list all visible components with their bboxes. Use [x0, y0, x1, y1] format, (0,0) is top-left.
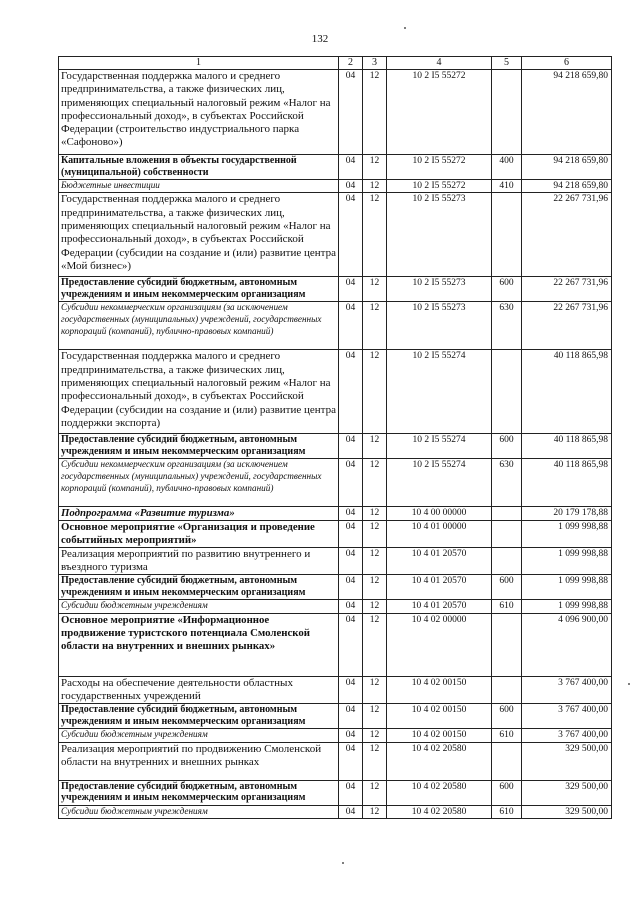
target-article-cell: 10 4 02 20580 [387, 742, 492, 780]
table-row [59, 459, 612, 507]
table-row [59, 600, 612, 613]
section-code-cell: 04 [339, 805, 363, 818]
section-code-cell: 04 [339, 547, 363, 575]
subsection-code-cell: 12 [363, 459, 387, 507]
section-code-cell: 04 [339, 575, 363, 600]
table-row [59, 613, 612, 676]
amount-cell: 1 099 998,88 [522, 575, 612, 600]
target-article-cell: 10 4 01 20570 [387, 547, 492, 575]
amount-cell: 329 500,00 [522, 742, 612, 780]
expense-type-cell: 610 [492, 729, 522, 742]
expense-type-cell [492, 613, 522, 676]
subsection-code-cell: 12 [363, 575, 387, 600]
expense-type-cell [492, 350, 522, 434]
amount-cell: 3 767 400,00 [522, 729, 612, 742]
target-article-cell: 10 2 I5 55274 [387, 459, 492, 507]
row-name-cell: Основное мероприятие «Информационное продвижение туристского потенциала Смоленской области на внутренних и внешних рынках» [59, 613, 339, 676]
amount-cell: 94 218 659,80 [522, 180, 612, 193]
row-name-cell: Субсидии бюджетным учреждениям [59, 729, 339, 742]
table-row [59, 729, 612, 742]
table-row [59, 277, 612, 302]
amount-cell: 20 179 178,88 [522, 507, 612, 520]
expense-type-cell [492, 520, 522, 547]
row-name-cell: Капитальные вложения в объекты государственной (муниципальной) собственности [59, 155, 339, 180]
section-code-cell: 04 [339, 350, 363, 434]
target-article-cell: 10 2 I5 55274 [387, 350, 492, 434]
target-article-cell: 10 4 02 20580 [387, 780, 492, 805]
section-code-cell: 04 [339, 704, 363, 729]
expense-type-cell: 630 [492, 302, 522, 350]
expense-type-cell: 600 [492, 575, 522, 600]
amount-cell: 40 118 865,98 [522, 434, 612, 459]
row-name-cell: Предоставление субсидий бюджетным, автономным учреждениям и иным некоммерческим организациям [59, 434, 339, 459]
target-article-cell: 10 2 I5 55274 [387, 434, 492, 459]
target-article-cell: 10 4 02 20580 [387, 805, 492, 818]
row-name-cell: Подпрограмма «Развитие туризма» [59, 507, 339, 520]
row-name-cell: Расходы на обеспечение деятельности областных государственных учреждений [59, 676, 339, 704]
row-name-cell: Государственная поддержка малого и среднего предпринимательства, а также физических лиц, применяющих специальный налоговый режим «Налог на профессиональный доход», в субъектах Российской Федерации (строительство индустриального парка «Сафоново») [59, 70, 339, 155]
section-code-cell: 04 [339, 459, 363, 507]
subsection-code-cell: 12 [363, 70, 387, 155]
row-name-cell: Субсидии бюджетным учреждениям [59, 805, 339, 818]
expense-type-cell [492, 547, 522, 575]
amount-cell: 22 267 731,96 [522, 193, 612, 277]
amount-cell: 3 767 400,00 [522, 676, 612, 704]
header-row [59, 57, 612, 70]
table-row [59, 805, 612, 818]
section-code-cell: 04 [339, 613, 363, 676]
expense-type-cell: 400 [492, 155, 522, 180]
section-code-cell: 04 [339, 780, 363, 805]
header-cell: 3 [363, 57, 387, 70]
row-name-cell: Реализация мероприятий по продвижению Смоленской области на внутренних и внешних рынках [59, 742, 339, 780]
table-row [59, 180, 612, 193]
table-row [59, 70, 612, 155]
section-code-cell: 04 [339, 600, 363, 613]
amount-cell: 94 218 659,80 [522, 155, 612, 180]
expense-type-cell: 600 [492, 277, 522, 302]
section-code-cell: 04 [339, 434, 363, 459]
amount-cell: 3 767 400,00 [522, 704, 612, 729]
expense-type-cell [492, 507, 522, 520]
subsection-code-cell: 12 [363, 704, 387, 729]
target-article-cell: 10 2 I5 55273 [387, 302, 492, 350]
expense-type-cell: 600 [492, 704, 522, 729]
section-code-cell: 04 [339, 520, 363, 547]
target-article-cell: 10 2 I5 55273 [387, 193, 492, 277]
section-code-cell: 04 [339, 676, 363, 704]
expense-type-cell: 630 [492, 459, 522, 507]
subsection-code-cell: 12 [363, 302, 387, 350]
row-name-cell: Предоставление субсидий бюджетным, автономным учреждениям и иным некоммерческим организациям [59, 575, 339, 600]
subsection-code-cell: 12 [363, 193, 387, 277]
scan-speck [628, 683, 630, 685]
target-article-cell: 10 4 02 00150 [387, 729, 492, 742]
amount-cell: 329 500,00 [522, 780, 612, 805]
amount-cell: 40 118 865,98 [522, 459, 612, 507]
table-row [59, 155, 612, 180]
expense-type-cell [492, 193, 522, 277]
expense-type-cell: 600 [492, 434, 522, 459]
subsection-code-cell: 12 [363, 434, 387, 459]
row-name-cell: Субсидии некоммерческим организациям (за исключением государственных (муниципальных) учреждений, государственных корпораций (компаний), публично-правовых компаний) [59, 459, 339, 507]
scan-speck [404, 27, 406, 29]
amount-cell: 1 099 998,88 [522, 520, 612, 547]
subsection-code-cell: 12 [363, 507, 387, 520]
amount-cell: 329 500,00 [522, 805, 612, 818]
amount-cell: 94 218 659,80 [522, 70, 612, 155]
expense-type-cell: 600 [492, 780, 522, 805]
header-cell: 2 [339, 57, 363, 70]
section-code-cell: 04 [339, 277, 363, 302]
row-name-cell: Предоставление субсидий бюджетным, автономным учреждениям и иным некоммерческим организациям [59, 780, 339, 805]
section-code-cell: 04 [339, 70, 363, 155]
budget-table [58, 56, 612, 819]
subsection-code-cell: 12 [363, 742, 387, 780]
expense-type-cell [492, 676, 522, 704]
header-cell: 6 [522, 57, 612, 70]
expense-type-cell [492, 70, 522, 155]
target-article-cell: 10 4 02 00000 [387, 613, 492, 676]
section-code-cell: 04 [339, 729, 363, 742]
row-name-cell: Бюджетные инвестиции [59, 180, 339, 193]
table-row [59, 507, 612, 520]
row-name-cell: Субсидии некоммерческим организациям (за исключением государственных (муниципальных) учреждений, государственных корпораций (компаний), публично-правовых компаний) [59, 302, 339, 350]
page-number: 132 [311, 33, 329, 45]
section-code-cell: 04 [339, 155, 363, 180]
target-article-cell: 10 2 I5 55272 [387, 155, 492, 180]
target-article-cell: 10 4 02 00150 [387, 704, 492, 729]
target-article-cell: 10 4 02 00150 [387, 676, 492, 704]
amount-cell: 40 118 865,98 [522, 350, 612, 434]
subsection-code-cell: 12 [363, 350, 387, 434]
section-code-cell: 04 [339, 302, 363, 350]
expense-type-cell: 410 [492, 180, 522, 193]
row-name-cell: Субсидии бюджетным учреждениям [59, 600, 339, 613]
table-row [59, 193, 612, 277]
section-code-cell: 04 [339, 507, 363, 520]
subsection-code-cell: 12 [363, 155, 387, 180]
row-name-cell: Реализация мероприятий по развитию внутреннего и въездного туризма [59, 547, 339, 575]
amount-cell: 1 099 998,88 [522, 600, 612, 613]
header-cell: 1 [59, 57, 339, 70]
target-article-cell: 10 4 01 20570 [387, 600, 492, 613]
target-article-cell: 10 2 I5 55272 [387, 180, 492, 193]
subsection-code-cell: 12 [363, 780, 387, 805]
amount-cell: 22 267 731,96 [522, 277, 612, 302]
table-row [59, 676, 612, 704]
target-article-cell: 10 2 I5 55272 [387, 70, 492, 155]
table-row [59, 742, 612, 780]
expense-type-cell [492, 742, 522, 780]
header-cell: 4 [387, 57, 492, 70]
section-code-cell: 04 [339, 742, 363, 780]
table-row [59, 520, 612, 547]
table-row [59, 704, 612, 729]
amount-cell: 4 096 900,00 [522, 613, 612, 676]
target-article-cell: 10 4 00 00000 [387, 507, 492, 520]
subsection-code-cell: 12 [363, 600, 387, 613]
row-name-cell: Государственная поддержка малого и среднего предпринимательства, а также физических лиц, применяющих специальный налоговый режим «Налог на профессиональный доход», в субъектах Российской Федерации (субсидии на создание и (или) развитие центра поддержки экспорта) [59, 350, 339, 434]
table-row [59, 350, 612, 434]
row-name-cell: Предоставление субсидий бюджетным, автономным учреждениям и иным некоммерческим организациям [59, 277, 339, 302]
subsection-code-cell: 12 [363, 805, 387, 818]
table-row [59, 575, 612, 600]
table-row [59, 434, 612, 459]
subsection-code-cell: 12 [363, 520, 387, 547]
row-name-cell: Основное мероприятие «Организация и проведение событийных мероприятий» [59, 520, 339, 547]
row-name-cell: Предоставление субсидий бюджетным, автономным учреждениям и иным некоммерческим организациям [59, 704, 339, 729]
header-cell: 5 [492, 57, 522, 70]
subsection-code-cell: 12 [363, 277, 387, 302]
section-code-cell: 04 [339, 180, 363, 193]
expense-type-cell: 610 [492, 600, 522, 613]
amount-cell: 22 267 731,96 [522, 302, 612, 350]
subsection-code-cell: 12 [363, 180, 387, 193]
subsection-code-cell: 12 [363, 547, 387, 575]
section-code-cell: 04 [339, 193, 363, 277]
target-article-cell: 10 4 01 00000 [387, 520, 492, 547]
amount-cell: 1 099 998,88 [522, 547, 612, 575]
scan-speck [342, 862, 344, 864]
target-article-cell: 10 2 I5 55273 [387, 277, 492, 302]
table-row [59, 302, 612, 350]
table-row [59, 547, 612, 575]
target-article-cell: 10 4 01 20570 [387, 575, 492, 600]
subsection-code-cell: 12 [363, 729, 387, 742]
subsection-code-cell: 12 [363, 676, 387, 704]
table-row [59, 780, 612, 805]
expense-type-cell: 610 [492, 805, 522, 818]
row-name-cell: Государственная поддержка малого и среднего предпринимательства, а также физических лиц, применяющих специальный налоговый режим «Налог на профессиональный доход», в субъектах Российской Федерации (субсидии на создание и (или) развитие центра «Мой бизнес») [59, 193, 339, 277]
subsection-code-cell: 12 [363, 613, 387, 676]
